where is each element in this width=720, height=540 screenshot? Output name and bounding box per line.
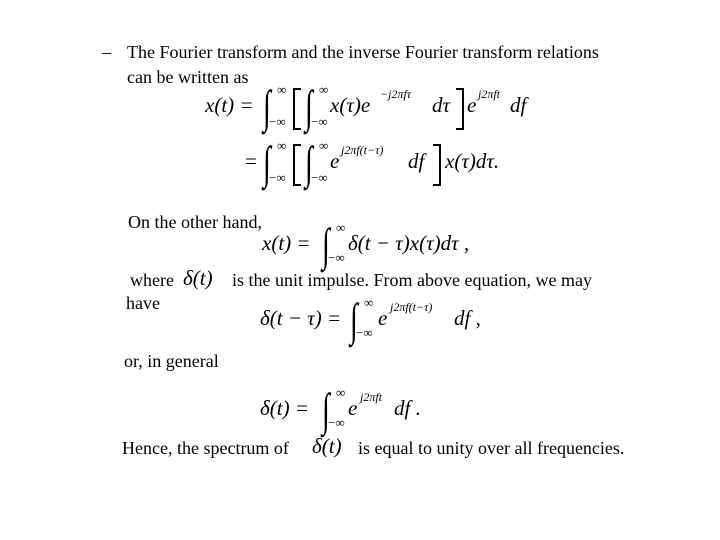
eq2-lhs: = xyxy=(245,149,257,173)
eq1-outer-exponent: j2πft xyxy=(478,87,501,101)
integral-sign: ∫ xyxy=(322,384,330,435)
eq1-inner-exponent: −j2πfτ xyxy=(380,87,412,101)
right-bracket xyxy=(456,88,464,130)
text-hence: Hence, the spectrum of xyxy=(122,438,289,458)
text-equal-unity: is equal to unity over all frequencies. xyxy=(358,438,625,458)
eq5-lhs: δ(t) = xyxy=(260,396,310,420)
left-bracket xyxy=(293,88,301,130)
eq3-lower: −∞ xyxy=(328,250,345,265)
eq3-integrand: δ(t − τ)x(τ)dτ , xyxy=(348,231,470,255)
delta-t-inline: δ(t) xyxy=(312,434,342,458)
integral-sign: ∫ xyxy=(263,81,271,132)
text-where: where xyxy=(130,270,174,290)
eq1-outer-upper: ∞ xyxy=(277,82,287,97)
eq2-integrand-base: e xyxy=(330,149,340,173)
eq4-df: df , xyxy=(454,306,481,330)
integral-sign: ∫ xyxy=(305,137,313,188)
eq4-lhs: δ(t − τ) = xyxy=(260,306,342,330)
delta-t-inline: δ(t) xyxy=(183,266,213,290)
intro-line-1: The Fourier transform and the inverse Fourier transform relations xyxy=(127,42,599,62)
eq1-outer-base: e xyxy=(467,93,477,117)
eq2-inner-lower: −∞ xyxy=(311,170,328,185)
integral-sign: ∫ xyxy=(305,81,313,132)
eq2-outer: x(τ)dτ. xyxy=(445,149,500,173)
equation-delta xyxy=(260,384,440,435)
text-unit-impulse: is the unit impulse. From above equation, we may xyxy=(232,270,592,290)
integral-sign: ∫ xyxy=(350,294,358,345)
eq1-inner-upper: ∞ xyxy=(319,82,329,97)
eq1-inner-lower: −∞ xyxy=(311,114,328,129)
integral-sign: ∫ xyxy=(322,219,330,270)
eq3-lhs: x(t) = xyxy=(262,231,311,255)
bullet-dash: – xyxy=(102,42,111,62)
equation-fourier-pair-rearranged xyxy=(205,138,525,188)
eq4-exponent: j2πf(t−τ) xyxy=(390,300,433,314)
eq2-inner-exponent: j2πf(t−τ) xyxy=(341,143,384,157)
equation-delta-shifted xyxy=(260,294,500,345)
eq5-exponent: j2πft xyxy=(360,390,383,404)
left-bracket xyxy=(293,144,301,186)
intro-line-2: can be written as xyxy=(127,67,249,87)
eq1-df: df xyxy=(510,93,527,117)
eq5-upper: ∞ xyxy=(336,385,346,400)
eq2-inner-upper: ∞ xyxy=(319,138,329,153)
eq2-outer-upper: ∞ xyxy=(277,138,287,153)
eq4-upper: ∞ xyxy=(364,295,374,310)
eq3-upper: ∞ xyxy=(336,220,346,235)
eq2-outer-lower: −∞ xyxy=(269,170,286,185)
text-have: have xyxy=(126,293,160,313)
eq1-dtau: dτ xyxy=(432,93,451,117)
eq5-lower: −∞ xyxy=(328,415,345,430)
equation-fourier-pair xyxy=(205,82,545,132)
eq4-lower: −∞ xyxy=(356,325,373,340)
right-bracket xyxy=(433,144,441,186)
integral-sign: ∫ xyxy=(263,137,271,188)
eq1-integrand: x(τ)e xyxy=(330,93,371,117)
eq1-outer-lower: −∞ xyxy=(269,114,286,129)
eq2-df: df xyxy=(408,149,425,173)
eq5-base: e xyxy=(348,396,358,420)
eq5-df: df . xyxy=(394,396,421,420)
equation-sifting-property xyxy=(262,219,502,270)
eq1-lhs: x(t) = xyxy=(205,93,254,117)
eq4-base: e xyxy=(378,306,388,330)
text-other-hand: On the other hand, xyxy=(128,212,262,232)
text-or-in-general: or, in general xyxy=(124,351,219,371)
